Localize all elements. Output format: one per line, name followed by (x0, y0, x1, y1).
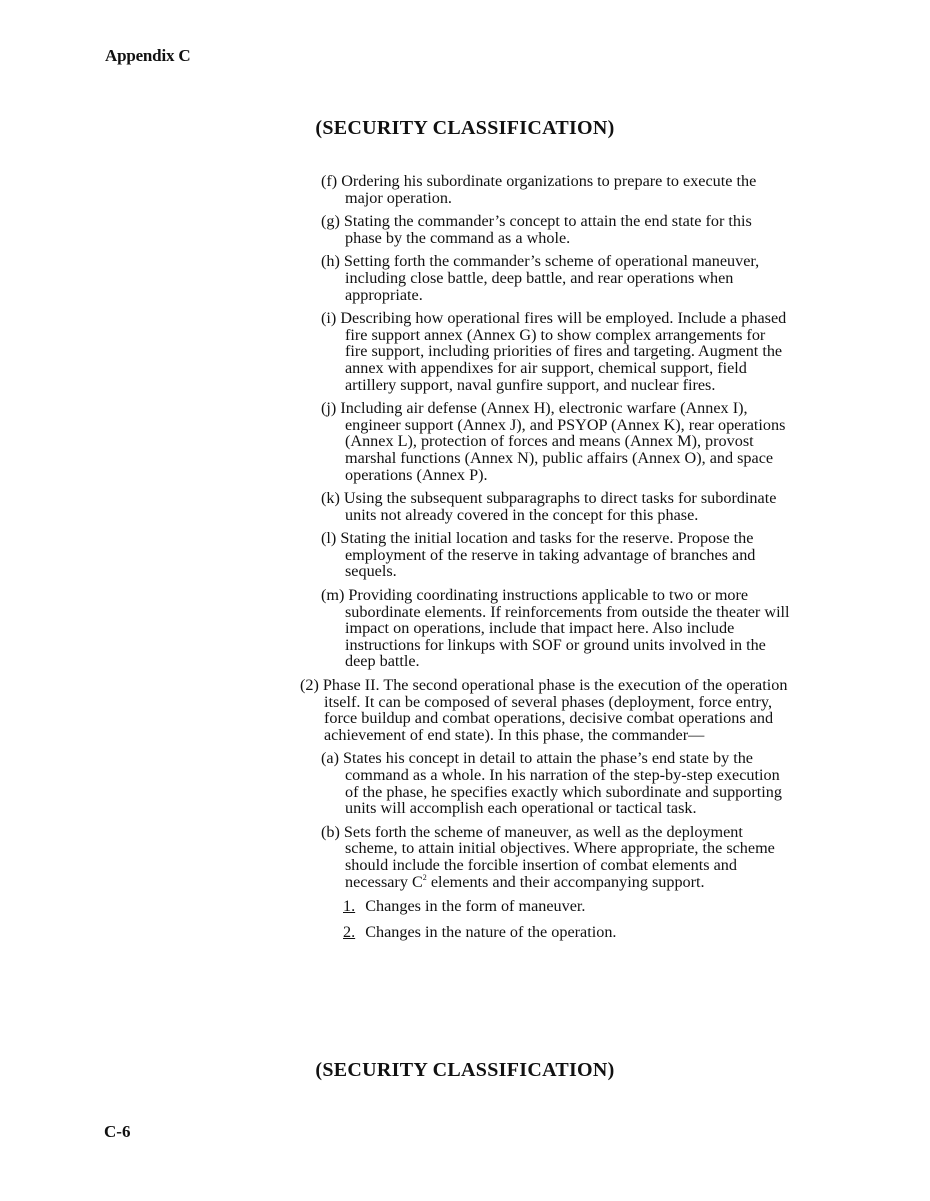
paragraph-text: Phase II. The second operational phase is the execution of the operation itself. It can be composed of several phases (deployment, force entry, force buildup and combat operations, decisive combat operations and achievement of end state). In this phase, the commander— (322, 676, 788, 744)
paragraph-phase-2 (0, 677, 790, 743)
paragraph-label: (2) (300, 676, 319, 695)
subparagraph-text: Providing coordinating instructions applicable to two or more subordinate elements. If reinforcements from outside the theater will impact on operations, include that impact here. Also include instructions for linkups with SOF or ground units involved in the deep battle. (345, 586, 790, 671)
item-text: Changes in the nature of the operation. (365, 922, 617, 941)
subparagraph-h (0, 253, 790, 303)
item-number: 1. (343, 897, 356, 916)
subparagraph-text: States his concept in detail to attain the phase’s end state by the command as a whole. In his narration of the step-by-step execution of the phase, he specifies exactly which subordinate and supporting units will accomplish each operational or tactical task. (343, 749, 782, 818)
subparagraph-text: Setting forth the commander’s scheme of operational maneuver, including close battle, deep battle, and rear operations when appropriate. (343, 252, 760, 304)
subparagraph-m (0, 587, 790, 670)
document-body (0, 173, 930, 949)
subparagraph-text: Including air defense (Annex H), electronic warfare (Annex I), engineer support (Annex J), and PSYOP (Annex K), rear operations (Annex L), protection of forces and means (Annex M), provost marshal functions (Annex N), public affairs (Annex O), and space operations (Annex P). (340, 399, 786, 484)
item-text: Changes in the form of maneuver. (365, 897, 586, 916)
subparagraph-l (0, 530, 790, 580)
subparagraph-label: (k) (321, 489, 340, 508)
appendix-header: Appendix C (105, 46, 191, 65)
subparagraph-text: Describing how operational fires will be employed. Include a phased fire support annex (Annex G) to show complex arrangements for fire support, including priorities of fires and targeting. Augment the annex with appendixes for air support, chemical support, field artillery support, naval gunfire support, and nuclear fires. (340, 309, 787, 394)
subparagraph-text: Stating the commander’s concept to attain the end state for this phase by the command as a whole. (343, 212, 752, 247)
page-number: C-6 (104, 1122, 131, 1141)
superscript: 2 (422, 872, 427, 882)
subparagraph-label: (f) (321, 172, 338, 190)
subparagraph-label: (a) (321, 749, 339, 768)
subparagraph-f (0, 173, 790, 206)
subparagraph-text: Sets forth the scheme of maneuver, as well as the deployment scheme, to attain initial objectives. Where appropriate, the scheme should include the forcible insertion of combat elements and necessary C (343, 822, 775, 891)
subparagraph-text-continued: elements and their accompanying support. (426, 872, 705, 891)
numbered-item-1 (0, 898, 790, 915)
subparagraph-text: Stating the initial location and tasks for the reserve. Propose the employment of the reserve in taking advantage of branches and sequels. (340, 529, 756, 581)
subparagraph-label: (b) (321, 822, 340, 841)
subparagraph-label: (l) (321, 529, 337, 548)
subparagraph-label: (m) (321, 586, 345, 605)
subparagraph-text: Using the subsequent subparagraphs to direct tasks for subordinate units not already covered in the concept for this phase. (343, 489, 777, 524)
subparagraph-label: (g) (321, 212, 340, 231)
numbered-item-2 (0, 924, 790, 941)
subparagraph-text: Ordering his subordinate organizations to prepare to execute the major operation. (341, 172, 757, 207)
security-classification-bottom: (SECURITY CLASSIFICATION) (315, 1059, 615, 1081)
security-classification-top: (SECURITY CLASSIFICATION) (315, 117, 615, 139)
subparagraph-a (0, 750, 790, 816)
subparagraph-b (0, 824, 790, 890)
subparagraph-g (0, 213, 790, 246)
subparagraph-i (0, 310, 790, 393)
subparagraph-j (0, 400, 790, 483)
subparagraph-label: (i) (321, 309, 337, 328)
subparagraph-label: (j) (321, 399, 337, 418)
subparagraph-label: (h) (321, 252, 340, 271)
subparagraph-k (0, 490, 790, 523)
item-number: 2. (343, 922, 356, 941)
